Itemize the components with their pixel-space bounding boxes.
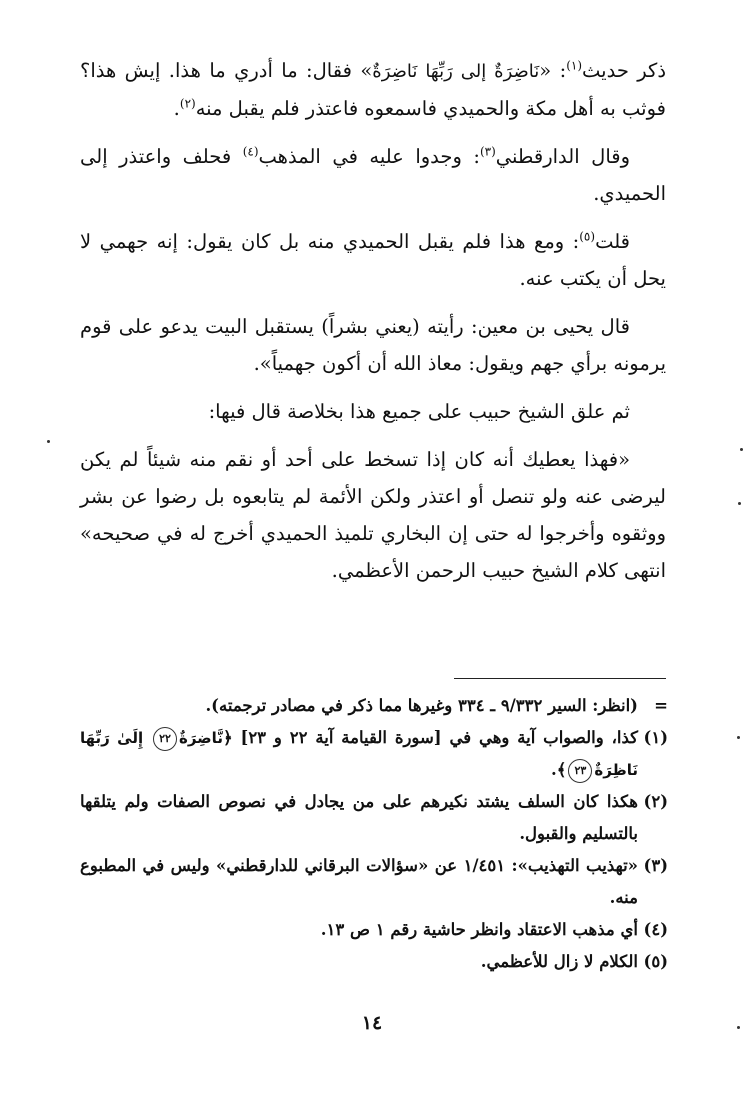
p1-text-c: » فقال: ما أدري ما هذا. إيش هذا؟ فوثب به أهل مكة والحميدي فاسمعوه فاعتذر فلم يقبل منه (80, 59, 666, 120)
scan-speck (737, 1026, 740, 1029)
footnote-number: (٤) (643, 920, 668, 939)
p1-text-a: ذكر حديث (582, 59, 667, 82)
footnote-number: (١) (643, 728, 668, 747)
p2-text-b: : وجدوا عليه في المذهب (258, 145, 480, 168)
footnote-continuation (80, 690, 668, 722)
scan-speck (737, 736, 740, 739)
footnote-text: الكلام لا زال للأعظمي. (480, 952, 638, 971)
ayah-number-icon: ٢٢ (153, 727, 177, 751)
hadith-quote: نَاضِرَةٌ إلى رَبِّهَا نَاضِرَةٌ (372, 61, 540, 82)
footnote-text: أي مذهب الاعتقاد وانظر حاشية رقم ١ ص ١٣. (320, 920, 638, 939)
p3-text-b: : ومع هذا فلم يقبل الحميدي منه بل كان يقول: إنه جهمي لا يحل أن يكتب عنه. (80, 230, 666, 290)
scan-speck (47, 440, 50, 443)
p2-text-c: فحلف واعتذر إلى الحميدي. (80, 145, 666, 205)
p3-text-a: قلت (595, 230, 630, 253)
footnote-1-tail: ﴾. (550, 760, 567, 779)
footnote-number: (٢) (643, 792, 668, 811)
footnote-text: «تهذيب التهذيب»: ١/٤٥١ عن «سؤالات البرقاني للدارقطني» وليس في المطبوع منه. (80, 856, 638, 907)
paragraph-1 (80, 52, 666, 127)
footnote-2 (80, 786, 668, 850)
paragraph-2 (80, 138, 666, 212)
footnote-text: هكذا كان السلف يشتد نكيرهم على من يجادل في نصوص الصفات ولم يتلقها بالتسليم والقبول. (80, 792, 638, 843)
footnote-4 (80, 914, 668, 946)
p2-text-a: وقال الدارقطني (495, 145, 630, 168)
footnotes (80, 690, 668, 978)
paragraph-5: ثم علق الشيخ حبيب على جميع هذا بخلاصة قال فيها: (208, 400, 630, 423)
page-number: ١٤ (361, 1012, 383, 1034)
main-text (80, 52, 666, 600)
footnote-number: (٥) (643, 952, 668, 971)
quran-verse-2: إِلَىٰ رَبِّهَا نَاظِرَةٌ (80, 729, 638, 779)
footnote-ref-1[interactable]: (١) (566, 58, 583, 73)
footnote-text (80, 722, 638, 786)
footnote-ref-3[interactable]: (٣) (479, 144, 496, 159)
quran-verse-1: نَّاضِرَةٌ (179, 729, 223, 747)
scan-speck (738, 502, 741, 505)
paragraph-4: قال يحيى بن معين: رأيته (يعني بشراً) يستقبل البيت يدعو على قوم يرمونه برأي جهم ويقول: معاذ الله أن أكون جهمياً». (80, 315, 666, 375)
paragraph-6: «فهذا يعطيك أنه كان إذا تسخط على أحد أو نقم منه شيئاً لم يكن ليرضى عنه ولو تنصل أو اعتذر ولكن الأئمة لم يتابعوه بل رضوا عن بشر ووثقوه وأخرجوا له حتى إن البخاري تلميذ الحميدي أخرج له في صحيحه» انتهى كلام الشيخ حبيب الرحمن الأعظمي. (80, 448, 666, 582)
footnote-1 (80, 722, 668, 786)
footnote-divider (454, 678, 666, 679)
footnote-ref-5[interactable]: (٥) (579, 229, 596, 244)
footnote-number: = (654, 696, 668, 715)
footnote-text: (انظر: السير ٩/٣٣٢ ـ ٣٣٤ وغيرها مما ذكر في مصادر ترجمته). (205, 696, 638, 715)
footnote-ref-2[interactable]: (٢) (179, 96, 196, 111)
scan-speck (740, 448, 743, 451)
p1-text-d: . (173, 97, 180, 120)
ayah-number-icon: ٢٣ (568, 759, 592, 783)
footnote-1-text: كذا، والصواب آية وهي في [سورة القيامة آية ٢٢ و ٢٣] ﴿ (222, 728, 638, 747)
footnote-5 (80, 946, 668, 978)
footnote-number: (٣) (643, 856, 668, 875)
footnote-ref-4[interactable]: (٤) (242, 144, 259, 159)
p1-text-b: : « (539, 59, 567, 82)
paragraph-3 (80, 223, 666, 297)
footnote-3 (80, 850, 668, 914)
